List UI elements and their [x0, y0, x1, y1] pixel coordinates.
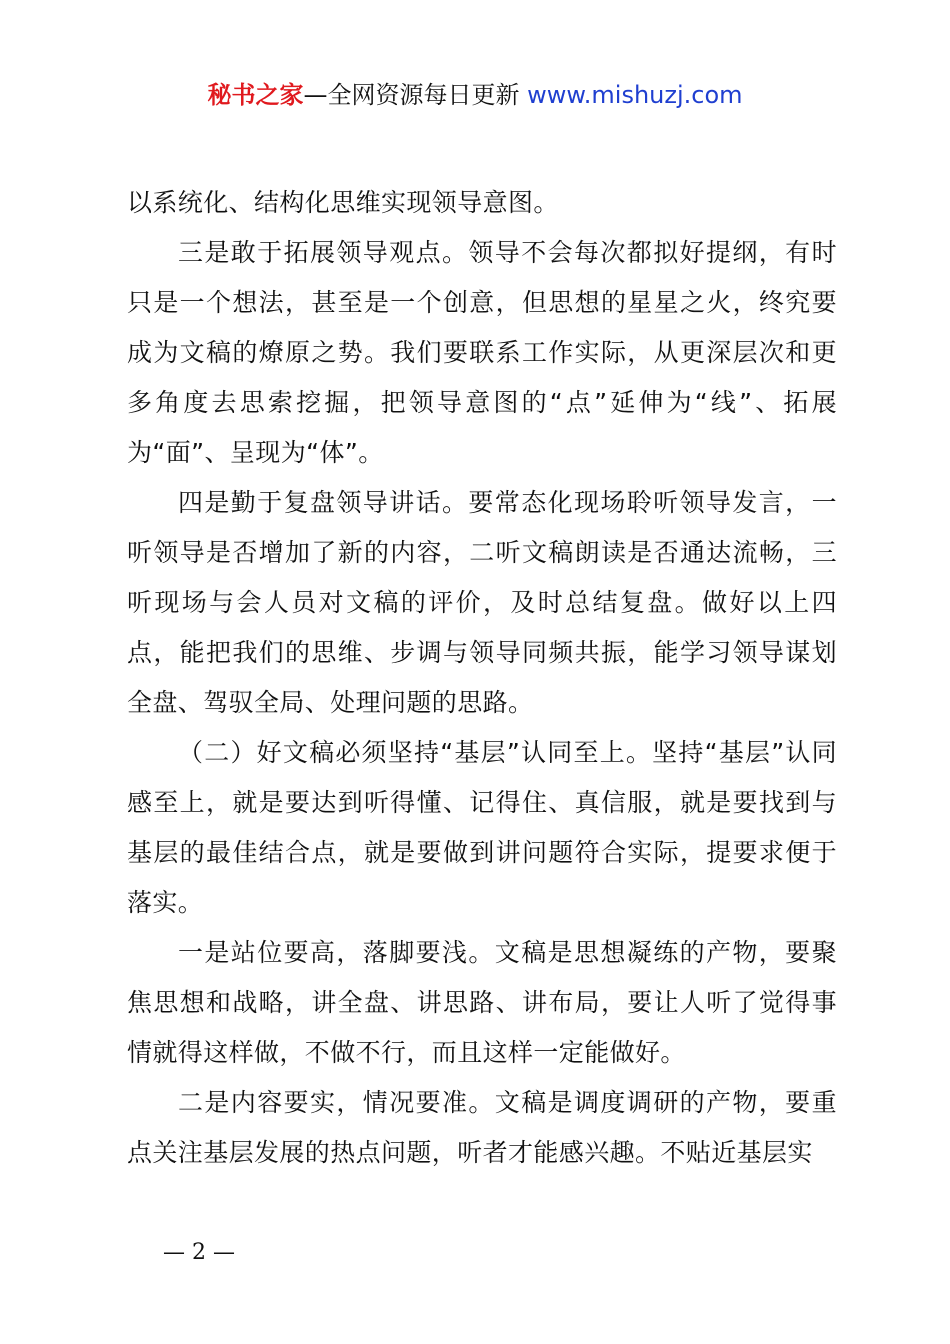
header-url-link[interactable]: www.mishuzj.com: [527, 81, 743, 109]
paragraph-section-two: （二）好文稿必须坚持“基层”认同至上。坚持“基层”认同感至上，就是要达到听得懂、记得住、真信服，就是要找到与基层的最佳结合点，就是要做到讲问题符合实际，提要求便于落实。: [127, 738, 837, 917]
paragraph-point-four: 四是勤于复盘领导讲话。要常态化现场聆听领导发言，一听领导是否增加了新的内容，二听文稿朗读是否通达流畅，三听现场与会人员对文稿的评价，及时总结复盘。做好以上四点，能把我们的思维、步调与领导同频共振，能学习领导谋划全盘、驾驭全局、处理问题的思路。: [127, 488, 837, 717]
paragraph-point-two: 二是内容要实，情况要准。文稿是调度调研的产物，要重点关注基层发展的热点问题，听者才能感兴趣。不贴近基层实: [127, 1088, 837, 1167]
paragraph-continuation: 以系统化、结构化思维实现领导意图。: [127, 188, 559, 217]
paragraph-point-one: 一是站位要高，落脚要浅。文稿是思想凝练的产物，要聚焦思想和战略，讲全盘、讲思路、讲布局，要让人听了觉得事情就得这样做，不做不行，而且这样一定能做好。: [127, 938, 837, 1067]
header-brand: 秘书之家: [207, 81, 304, 109]
header-tagline: —全网资源每日更新: [303, 81, 520, 109]
document-header: [0, 78, 950, 112]
page-number: — 2 —: [163, 1240, 235, 1265]
document-body: [127, 178, 837, 1178]
paragraph-point-three: 三是敢于拓展领导观点。领导不会每次都拟好提纲，有时只是一个想法，甚至是一个创意，但思想的星星之火，终究要成为文稿的燎原之势。我们要联系工作实际，从更深层次和更多角度去思索挖掘，把领导意图的“点”延伸为“线”、拓展为“面”、呈现为“体”。: [127, 238, 837, 467]
